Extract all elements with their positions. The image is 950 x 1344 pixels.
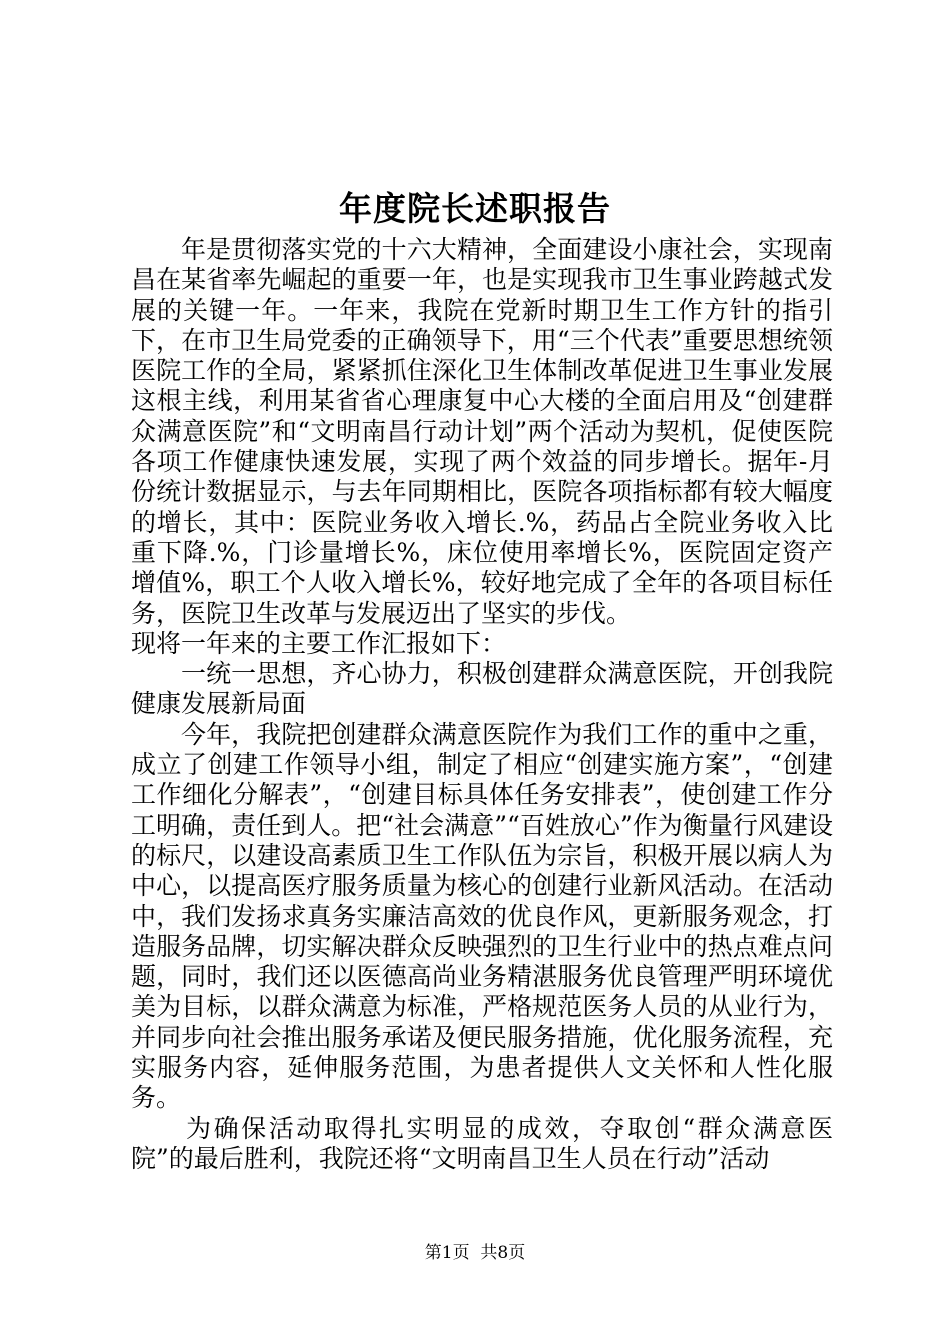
section-heading-1: 一统一思想，齐心协力，积极创建群众满意医院，开创我院健康发展新局面 <box>131 659 833 719</box>
page-footer <box>0 1238 950 1268</box>
paragraph-ensure-activity: 为确保活动取得扎实明显的成效，夺取创“群众满意医院”的最后胜利，我院还将“文明南昌卫生人员在行动”活动 <box>131 1113 833 1173</box>
page-number: 第1页 <box>424 1243 470 1263</box>
document-body <box>131 235 833 1174</box>
paragraph-creation-work: 今年，我院把创建群众满意医院作为我们工作的重中之重，成立了创建工作领导小组，制定了相应“创建实施方案”，“创建工作细化分解表”，“创建目标具体任务安排表”，使创建工作分工明确，责任到人。把“社会满意”“百姓放心”作为衡量行风建设的标尺，以建设高素质卫生工作队伍为宗旨，积极开展以病人为中心，以提高医疗服务质量为核心的创建行业新风活动。在活动中，我们发扬求真务实廉洁高效的优良作风，更新服务观念，打造服务品牌，切实解决群众反映强烈的卫生行业中的热点难点问题，同时，我们还以医德高尚业务精湛服务优良管理严明环境优美为目标，以群众满意为标准，严格规范医务人员的从业行为，并同步向社会推出服务承诺及便民服务措施，优化服务流程，充实服务内容，延伸服务范围，为患者提供人文关怀和人性化服务。 <box>131 719 833 1113</box>
paragraph-intro: 年是贯彻落实党的十六大精神，全面建设小康社会，实现南昌在某省率先崛起的重要一年，也是实现我市卫生事业跨越式发展的关键一年。一年来，我院在党新时期卫生工作方针的指引下，在市卫生局党委的正确领导下，用“三个代表”重要思想统领医院工作的全局，紧紧抓住深化卫生体制改革促进卫生事业发展这根主线，利用某省省心理康复中心大楼的全面启用及“创建群众满意医院”和“文明南昌行动计划”两个活动为契机，促使医院各项工作健康快速发展，实现了两个效益的同步增长。据年-月份统计数据显示，与去年同期相比，医院各项指标都有较大幅度的增长，其中：医院业务收入增长.%，药品占全院业务收入比重下降.%，门诊量增长%，床位使用率增长%，医院固定资产增值%，职工个人收入增长%，较好地完成了全年的各项目标任务，医院卫生改革与发展迈出了坚实的步伐。 <box>131 235 833 628</box>
page-total: 共8页 <box>480 1243 526 1263</box>
paragraph-summary-lead: 现将一年来的主要工作汇报如下： <box>131 628 507 658</box>
document-title: 年度院长述职报告 <box>339 189 611 228</box>
